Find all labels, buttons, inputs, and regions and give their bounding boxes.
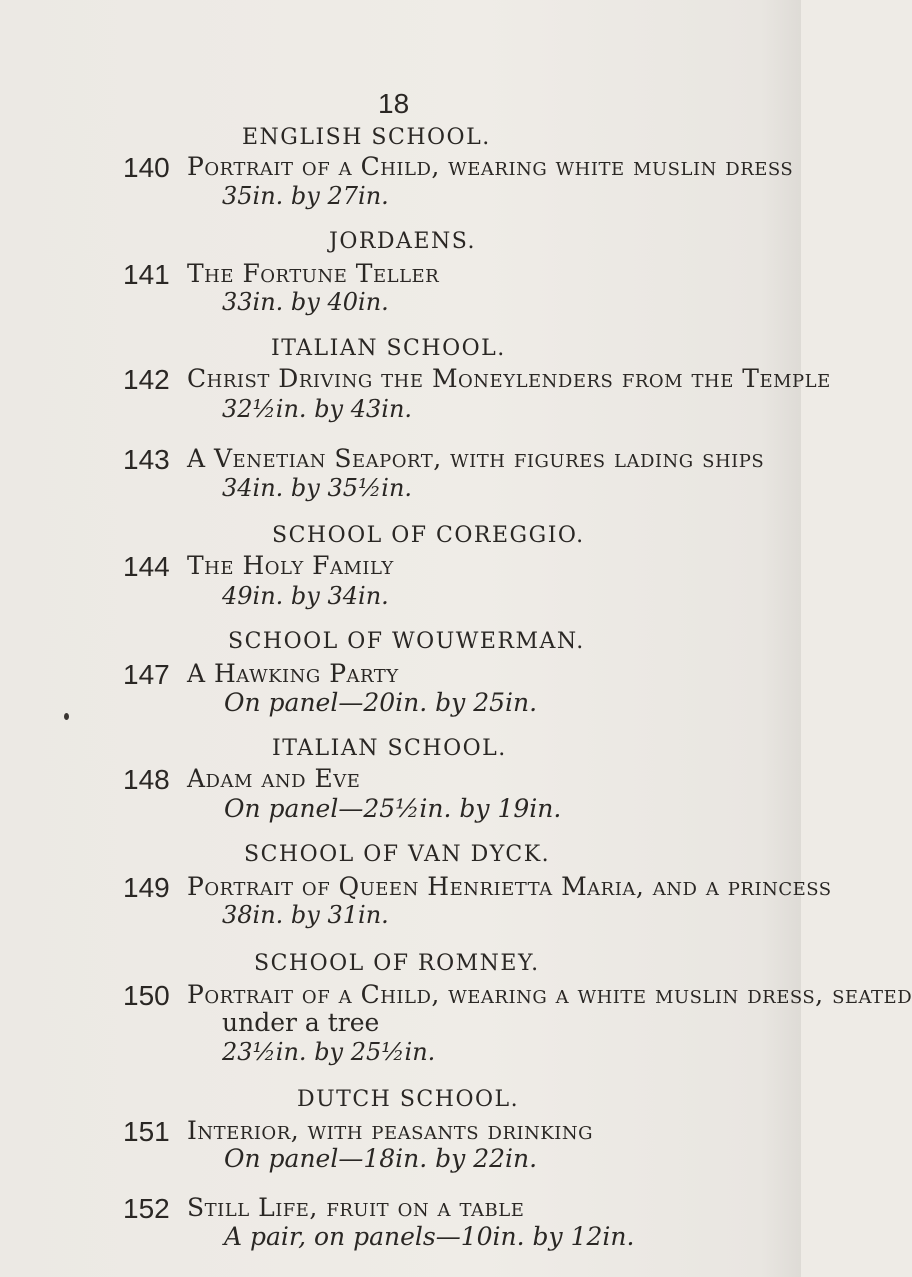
school-heading: ITALIAN SCHOOL. — [272, 736, 507, 761]
lot-number: 148 — [123, 764, 170, 795]
lot-number: 152 — [123, 1193, 170, 1224]
lot-dimensions: 38in. by 31in. — [222, 901, 389, 929]
lot-number: 144 — [123, 551, 170, 582]
lot-title-continued: under a tree — [222, 1008, 380, 1037]
lot-title: A Hawking Party — [187, 659, 399, 688]
lot-title: The Fortune Teller — [187, 259, 440, 288]
lot-number: 151 — [123, 1116, 170, 1147]
school-heading: SCHOOL OF ROMNEY. — [254, 951, 540, 976]
lot-dimensions: 32½in. by 43in. — [222, 395, 413, 423]
school-heading: SCHOOL OF COREGGIO. — [272, 523, 585, 548]
lot-number: 143 — [123, 444, 170, 475]
lot-title: Adam and Eve — [187, 764, 361, 793]
school-heading: SCHOOL OF VAN DYCK. — [244, 842, 551, 867]
lot-dimensions: On panel—25½in. by 19in. — [224, 794, 562, 823]
lot-dimensions: 23½in. by 25½in. — [222, 1038, 436, 1066]
school-heading: DUTCH SCHOOL. — [297, 1087, 520, 1112]
lot-number: 150 — [123, 980, 170, 1011]
lot-title: Still Life, fruit on a table — [187, 1193, 525, 1222]
page-number: 18 — [378, 88, 410, 119]
lot-number: 142 — [123, 364, 170, 395]
lot-number: 141 — [123, 259, 170, 290]
lot-title: Interior, with peasants drinking — [187, 1116, 594, 1145]
lot-title: Christ Driving the Moneylenders from the Temple — [187, 364, 831, 393]
lot-number: 147 — [123, 659, 170, 690]
lot-title: Portrait of Queen Henrietta Maria, and a princess — [187, 872, 832, 901]
lot-dimensions: 33in. by 40in. — [222, 288, 389, 316]
lot-title: A Venetian Seaport, with figures lading ships — [187, 444, 765, 473]
lot-title: Portrait of a Child, wearing white muslin dress — [187, 152, 794, 181]
lot-title: Portrait of a Child, wearing a white muslin dress, seated — [187, 980, 912, 1009]
lot-title: The Holy Family — [187, 551, 394, 580]
lot-number: 149 — [123, 872, 170, 903]
lot-number: 140 — [123, 152, 170, 183]
lot-dimensions: 34in. by 35½in. — [222, 474, 413, 502]
school-heading: ENGLISH SCHOOL. — [242, 125, 491, 150]
lot-dimensions: A pair, on panels—10in. by 12in. — [224, 1222, 635, 1251]
school-heading: ITALIAN SCHOOL. — [271, 336, 506, 361]
lot-dimensions: 35in. by 27in. — [222, 182, 389, 210]
school-heading: JORDAENS. — [329, 229, 477, 254]
lot-dimensions: On panel—20in. by 25in. — [224, 688, 538, 717]
lot-dimensions: On panel—18in. by 22in. — [224, 1144, 538, 1173]
margin-mark — [64, 713, 69, 720]
lot-dimensions: 49in. by 34in. — [222, 582, 389, 610]
school-heading: SCHOOL OF WOUWERMAN. — [228, 629, 585, 654]
